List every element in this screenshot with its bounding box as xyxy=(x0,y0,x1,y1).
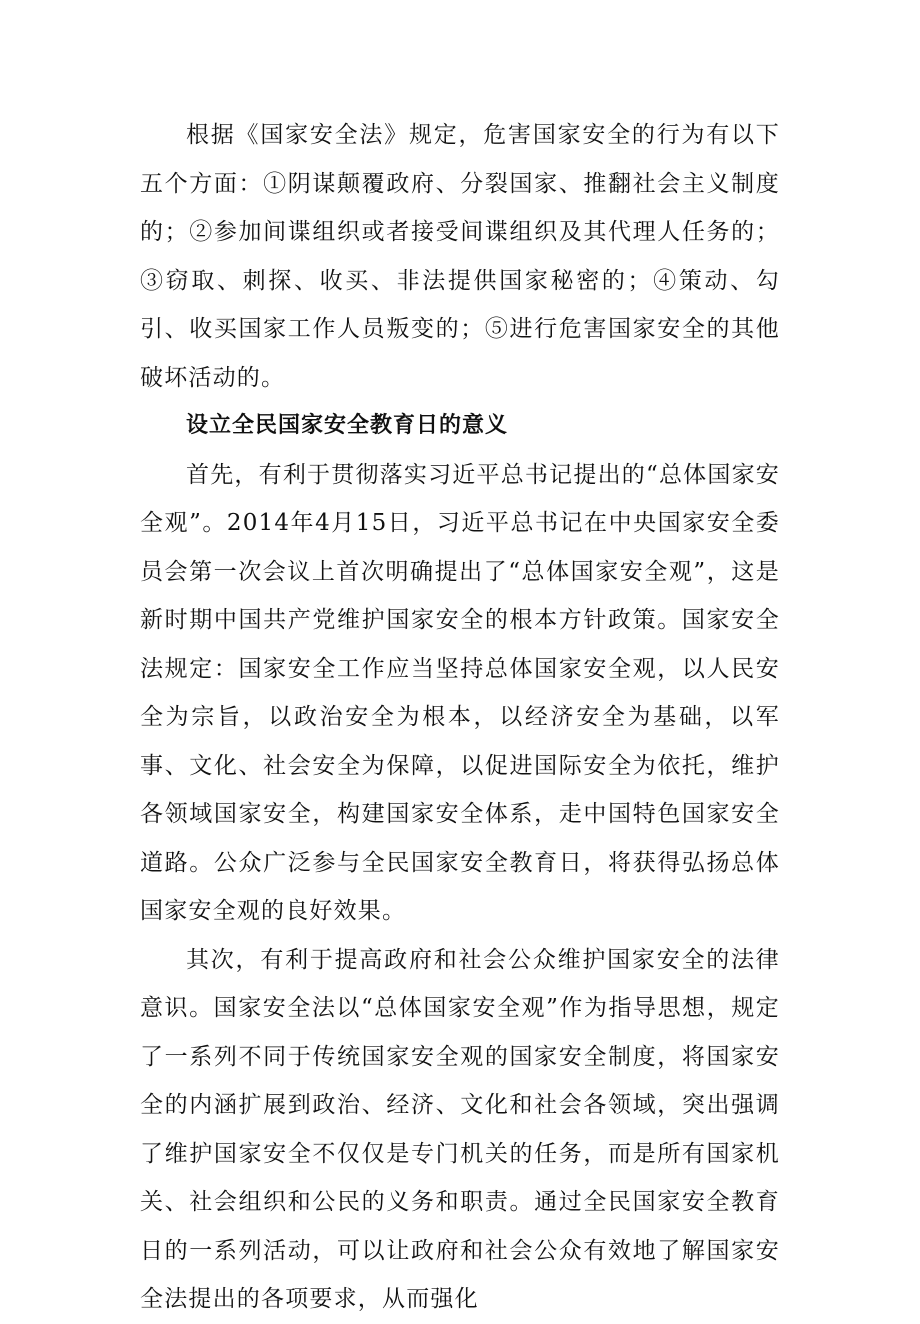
document-page xyxy=(140,111,780,1324)
paragraph-second-reason: 其次，有利于提高政府和社会公众维护国家安全的法律意识。国家安全法以“总体国家安全观”作为指导思想，规定了一系列不同于传统国家安全观的国家安全制度，将国家安全的内涵扩展到政治、经济、文化和社会各领域，突出强调了维护国家安全不仅仅是专门机关的任务，而是所有国家机关、社会组织和公民的义务和职责。通过全民国家安全教育日的一系列活动，可以让政府和社会公众有效地了解国家安全法提出的各项要求，从而强化 xyxy=(140,946,780,1312)
paragraph-first-reason: 首先，有利于贯彻落实习近平总书记提出的“总体国家安全观”。2014年4月15日，习近平总书记在中央国家安全委员会第一次会议上首次明确提出了“总体国家安全观”，这是新时期中国共产党维护国家安全的根本方针政策。国家安全法规定：国家安全工作应当坚持总体国家安全观，以人民安全为宗旨，以政治安全为根本，以经济安全为基础，以军事、文化、社会安全为保障，以促进国际安全为依托，维护各领域国家安全，构建国家安全体系，走中国特色国家安全道路。公众广泛参与全民国家安全教育日，将获得弘扬总体国家安全观的良好效果。 xyxy=(140,461,780,924)
section-heading: 设立全民国家安全教育日的意义 xyxy=(186,413,509,438)
paragraph-endangering-acts: 根据《国家安全法》规定，危害国家安全的行为有以下五个方面：①阴谋颠覆政府、分裂国家、推翻社会主义制度的；②参加间谍组织或者接受间谍组织及其代理人任务的；③窃取、刺探、收买、非法提供国家秘密的；④策动、勾引、收买国家工作人员叛变的；⑤进行危害国家安全的其他破坏活动的。 xyxy=(140,122,780,391)
